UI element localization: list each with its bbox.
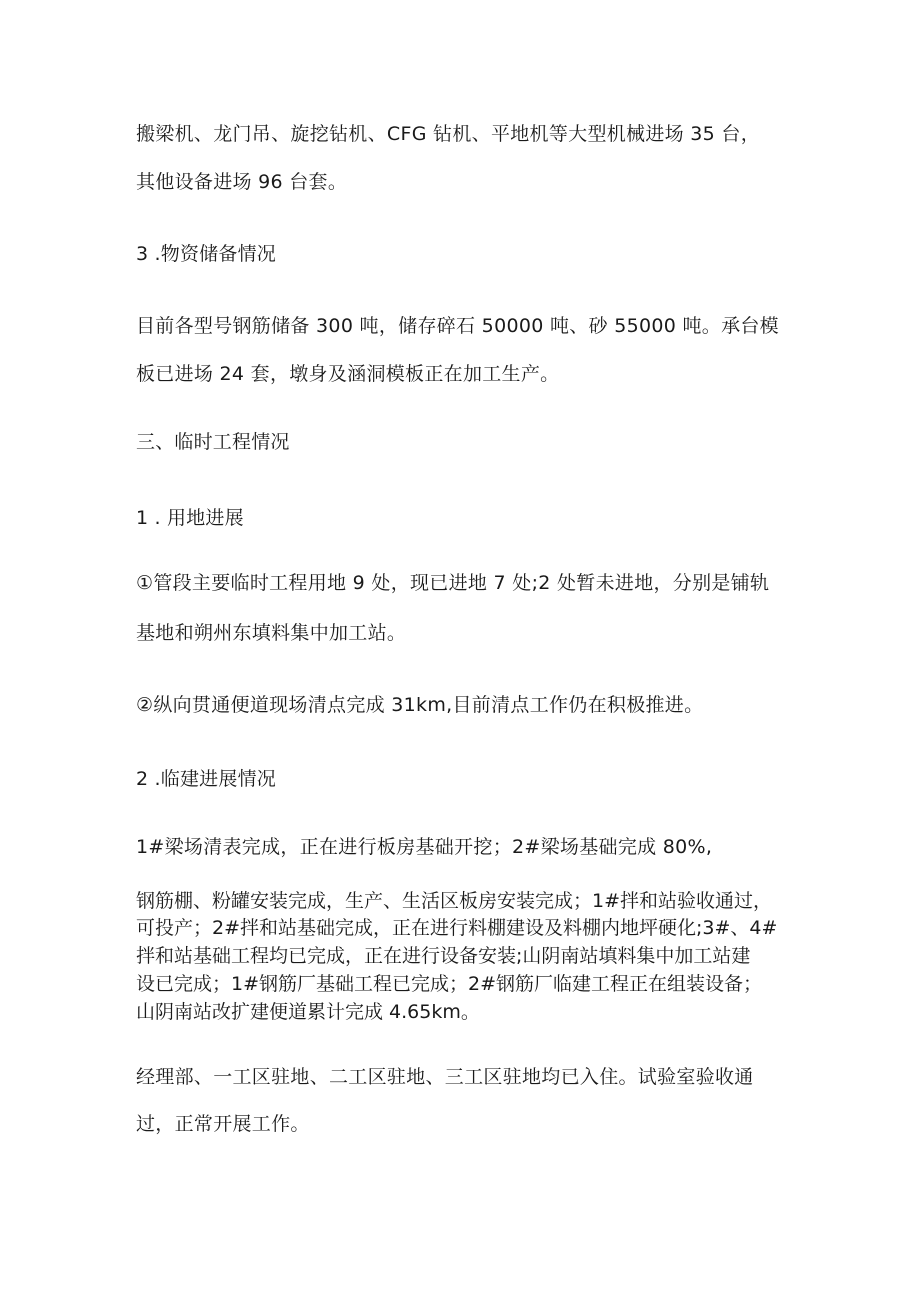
section-heading: 2 .临建进展情况 bbox=[136, 768, 276, 790]
section-heading: 三、临时工程情况 bbox=[136, 431, 290, 453]
paragraph-line: 基地和朔州东填料集中加工站。 bbox=[136, 622, 407, 644]
section-heading: 1 . 用地进展 bbox=[136, 507, 244, 529]
paragraph-line: 目前各型号钢筋储备 300 吨，储存碎石 50000 吨、砂 55000 吨。承台模 bbox=[136, 315, 779, 337]
paragraph-line: 板已进场 24 套，墩身及涵洞模板正在加工生产。 bbox=[136, 363, 560, 385]
paragraph-line: 搬梁机、龙门吊、旋挖钻机、CFG 钻机、平地机等大型机械进场 35 台， bbox=[136, 123, 761, 145]
paragraph-line: 1#梁场清表完成，正在进行板房基础开挖；2#梁场基础完成 80%, bbox=[136, 836, 713, 858]
paragraph-line: 可投产；2#拌和站基础完成，正在进行料棚建设及料棚内地坪硬化;3#、4# bbox=[136, 917, 778, 939]
paragraph-line: 设已完成；1#钢筋厂基础工程已完成；2#钢筋厂临建工程正在组装设备； bbox=[136, 973, 763, 995]
paragraph-line: ①管段主要临时工程用地 9 处，现已进地 7 处;2 处暂未进地，分别是铺轨 bbox=[136, 572, 770, 594]
paragraph-line: 钢筋棚、粉罐安装完成，生产、生活区板房安装完成；1#拌和站验收通过， bbox=[136, 890, 773, 912]
paragraph-line: 山阴南站改扩建便道累计完成 4.65km。 bbox=[136, 1001, 480, 1023]
paragraph-line: ②纵向贯通便道现场清点完成 31km,目前清点工作仍在积极推进。 bbox=[136, 694, 704, 716]
paragraph-line: 过，正常开展工作。 bbox=[136, 1113, 310, 1135]
section-heading: 3 .物资储备情况 bbox=[136, 243, 276, 265]
paragraph-line: 拌和站基础工程均已完成，正在进行设备安装;山阴南站填料集中加工站建 bbox=[136, 945, 751, 967]
paragraph-line: 经理部、一工区驻地、二工区驻地、三工区驻地均已入住。试验室验收通 bbox=[136, 1066, 754, 1088]
paragraph-line: 其他设备进场 96 台套。 bbox=[136, 171, 348, 193]
